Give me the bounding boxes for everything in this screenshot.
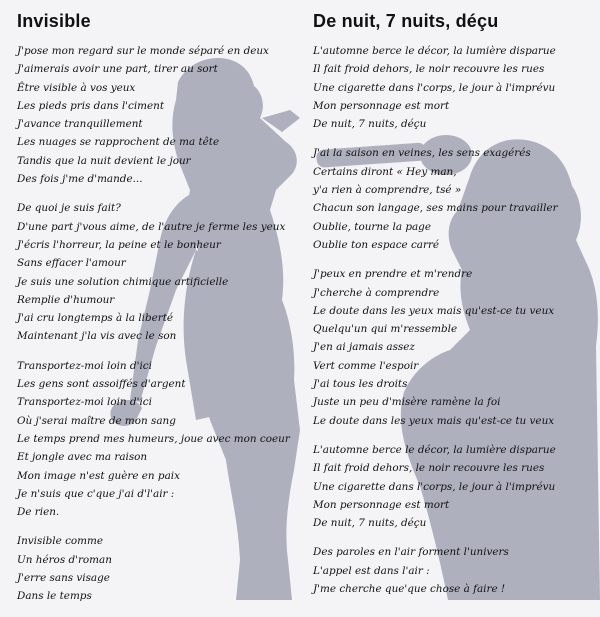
lyric-line: y'a rien à comprendre, tsé » <box>313 184 462 197</box>
lyric-line: Mon personnage est mort <box>313 99 450 112</box>
stanza <box>313 265 593 430</box>
lyric-line: Des fois j'me d'mande... <box>17 173 143 186</box>
lyric-line: Un héros d'roman <box>17 553 112 566</box>
lyric-line: J'écris l'horreur, la peine et le bonheur <box>17 238 221 251</box>
lyric-line: L'automne berce le décor, la lumière disparue <box>313 45 556 57</box>
lyric-line: Dans le temps <box>17 590 92 603</box>
lyric-line: J'me cherche que'que chose à faire ! <box>313 583 506 596</box>
lyric-line: D'une part j'vous aime, de l'autre je ferme les yeux <box>17 220 286 233</box>
lyric-line: Des paroles en l'air forment l'univers <box>313 546 509 559</box>
lyric-line: Juste un peu d'misère ramène la foi <box>313 396 501 409</box>
lyric-line: J'cherche à comprendre <box>313 286 440 299</box>
lyric-line: Remplie d'humour <box>17 293 115 306</box>
right-poem-stanzas <box>313 42 593 598</box>
stanza <box>313 144 593 254</box>
lyric-line: Les gens sont assoiffés d'argent <box>17 378 186 391</box>
lyric-line: Certains diront « Hey man, <box>313 165 457 178</box>
lyric-line: De nuit, 7 nuits, déçu <box>313 517 427 530</box>
right-poem-title: De nuit, 7 nuits, déçu <box>313 11 499 31</box>
lyric-line: J'aimerais avoir une part, tirer au sort <box>17 63 218 76</box>
lyric-line: Vert comme l'espoir <box>313 359 419 372</box>
lyric-line: Le doute dans les yeux mais qu'est-ce tu veux <box>313 304 555 317</box>
lyric-line: Le temps prend mes humeurs, joue avec mon coeur <box>17 432 290 445</box>
stanza <box>313 42 593 133</box>
lyric-line: J'erre sans visage <box>17 572 110 585</box>
lyric-line: J'en ai jamais assez <box>313 341 415 354</box>
lyric-line: J'peux en prendre et m'rendre <box>313 268 473 281</box>
lyric-line: J'ai la saison en veines, les sens exagérés <box>313 147 531 160</box>
lyric-line: J'pose mon regard sur le monde séparé en deux <box>17 45 269 57</box>
lyric-line: Mon personnage est mort <box>313 498 450 511</box>
lyric-line: Mon image n'est guère en paix <box>17 469 180 482</box>
lyric-line: Sans effacer l'amour <box>17 257 126 270</box>
lyric-line: J'ai tous les droits <box>313 378 408 391</box>
stanza <box>17 199 287 345</box>
left-poem-title: Invisible <box>17 11 91 31</box>
stanza <box>17 532 287 605</box>
lyric-line: Je n'suis que c'que j'ai d'l'air : <box>17 487 175 500</box>
lyric-line: L'appel est dans l'air : <box>313 564 430 577</box>
stanza <box>17 42 287 188</box>
lyric-line: Transportez-moi loin d'ici <box>17 359 152 372</box>
lyric-line: Oublie, tourne la page <box>313 220 431 233</box>
lyric-line: Il fait froid dehors, le noir recouvre les rues <box>313 462 545 475</box>
lyric-line: Quelqu'un qui m'ressemble <box>313 323 458 336</box>
lyric-line: L'automne berce le décor, la lumière disparue <box>313 443 556 456</box>
lyric-line: Et jongle avec ma raison <box>17 451 148 464</box>
lyric-line: Où j'serai maître de mon sang <box>17 414 176 427</box>
lyric-line: Je suis une solution chimique artificielle <box>17 275 229 288</box>
lyric-line: Une cigarette dans l'corps, le jour à l'imprévu <box>313 480 556 493</box>
lyric-line: Il fait froid dehors, le noir recouvre les rues <box>313 63 545 76</box>
lyric-line: De rien. <box>17 506 60 519</box>
lyric-line: J'ai cru longtemps à la liberté <box>17 312 174 325</box>
stanza <box>17 357 290 522</box>
lyric-line: Invisible comme <box>17 535 104 548</box>
lyric-line: Être visible à vos yeux <box>17 81 136 94</box>
left-poem-stanzas <box>17 42 290 606</box>
lyric-line: J'avance tranquillement <box>17 118 143 131</box>
lyric-line: De quoi je suis fait? <box>17 202 121 215</box>
stanza <box>313 543 593 598</box>
lyric-line: Oublie ton espace carré <box>313 238 440 251</box>
lyric-line: Chacun son langage, ses mains pour travailler <box>313 202 558 215</box>
lyric-line: Les nuages se rapprochent de ma tête <box>17 136 220 149</box>
lyric-line: Tandis que la nuit devient le jour <box>17 154 191 167</box>
lyric-line: Maintenant j'la vis avec le son <box>17 330 177 343</box>
stanza <box>313 441 593 532</box>
right-poem <box>313 8 593 609</box>
lyric-line: Une cigarette dans l'corps, le jour à l'imprévu <box>313 81 556 94</box>
lyric-line: Les pieds pris dans l'ciment <box>17 99 165 112</box>
lyric-line: De nuit, 7 nuits, déçu <box>313 118 427 131</box>
left-poem <box>17 8 290 617</box>
lyric-line: Transportez-moi loin d'ici <box>17 396 152 409</box>
lyric-line: Le doute dans les yeux mais qu'est-ce tu veux <box>313 414 555 427</box>
